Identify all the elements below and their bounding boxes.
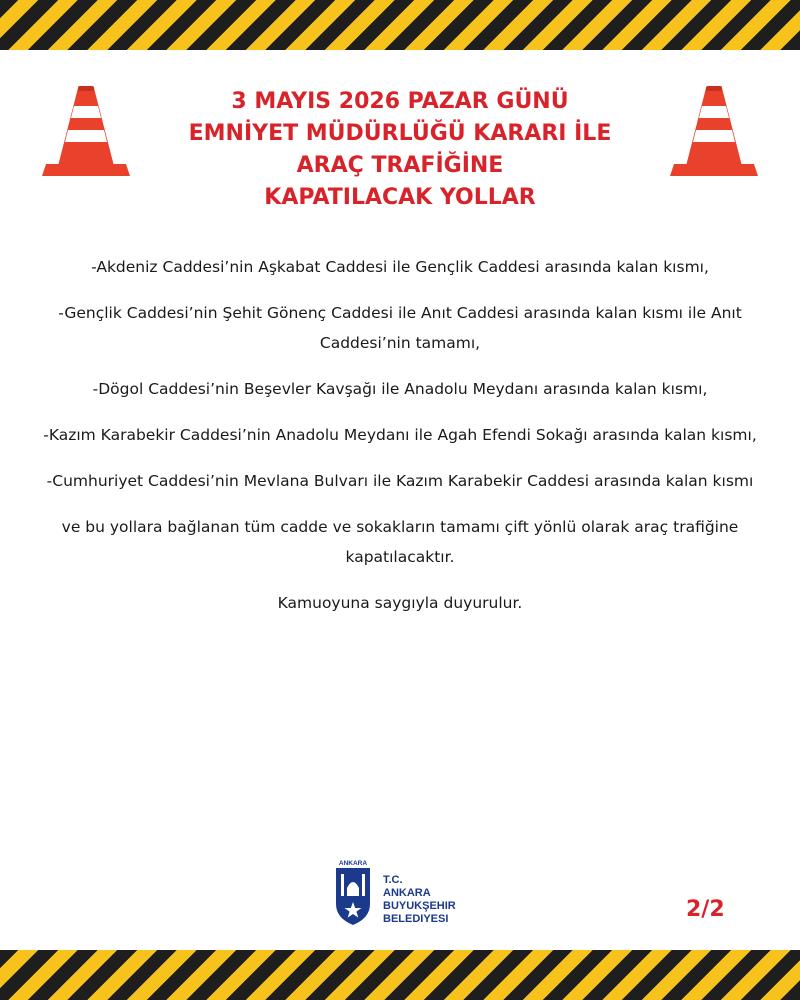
closure-summary: ve bu yollara bağlanan tüm cadde ve sokakların tamamı çift yönlü olarak araç trafiğine kapatılacaktır. [61, 518, 739, 566]
closure-item: -Cumhuriyet Caddesi’nin Mevlana Bulvarı ile Kazım Karabekir Caddesi arasında kalan kısmı [46, 472, 754, 490]
closure-item: -Akdeniz Caddesi’nin Aşkabat Caddesi ile Gençlik Caddesi arasında kalan kısmı, [91, 258, 709, 276]
logo-line: ANKARA [383, 887, 431, 899]
closure-list [40, 252, 760, 634]
ankara-emblem-icon [333, 858, 373, 926]
closure-item: -Gençlik Caddesi’nin Şehit Gönenç Caddesi ile Anıt Caddesi arasında kalan kısmı ile Anıt Caddesi’nin tamamı, [58, 304, 742, 352]
ankara-municipality-logo [333, 858, 483, 930]
traffic-cone-icon [668, 84, 760, 182]
title-line: KAPATILACAK YOLLAR [264, 185, 536, 210]
announcement-title [150, 86, 650, 214]
title-line: ARAÇ TRAFİĞİNE [296, 153, 504, 178]
title-line: 3 MAYIS 2026 PAZAR GÜNÜ [231, 89, 569, 114]
closing-statement: Kamuoyuna saygıyla duyurulur. [277, 594, 523, 612]
logo-line: BELEDIYESI [383, 913, 449, 925]
logo-line: T.C. [383, 874, 403, 886]
closure-item: -Kazım Karabekir Caddesi’nin Anadolu Meydanı ile Agah Efendi Sokağı arasında kalan kısmı, [43, 426, 757, 444]
page-number: 2/2 [686, 897, 725, 922]
emblem-text: ANKARA [338, 860, 368, 867]
logo-text [383, 874, 456, 926]
hazard-stripe-top [0, 0, 800, 50]
hazard-stripe-bottom [0, 950, 800, 1000]
logo-line: BUYUKŞEHIR [383, 900, 456, 912]
closure-item: -Dögol Caddesi’nin Beşevler Kavşağı ile Anadolu Meydanı arasında kalan kısmı, [92, 380, 708, 398]
traffic-cone-icon [40, 84, 132, 182]
title-line: EMNİYET MÜDÜRLÜĞÜ KARARI İLE [188, 121, 612, 146]
